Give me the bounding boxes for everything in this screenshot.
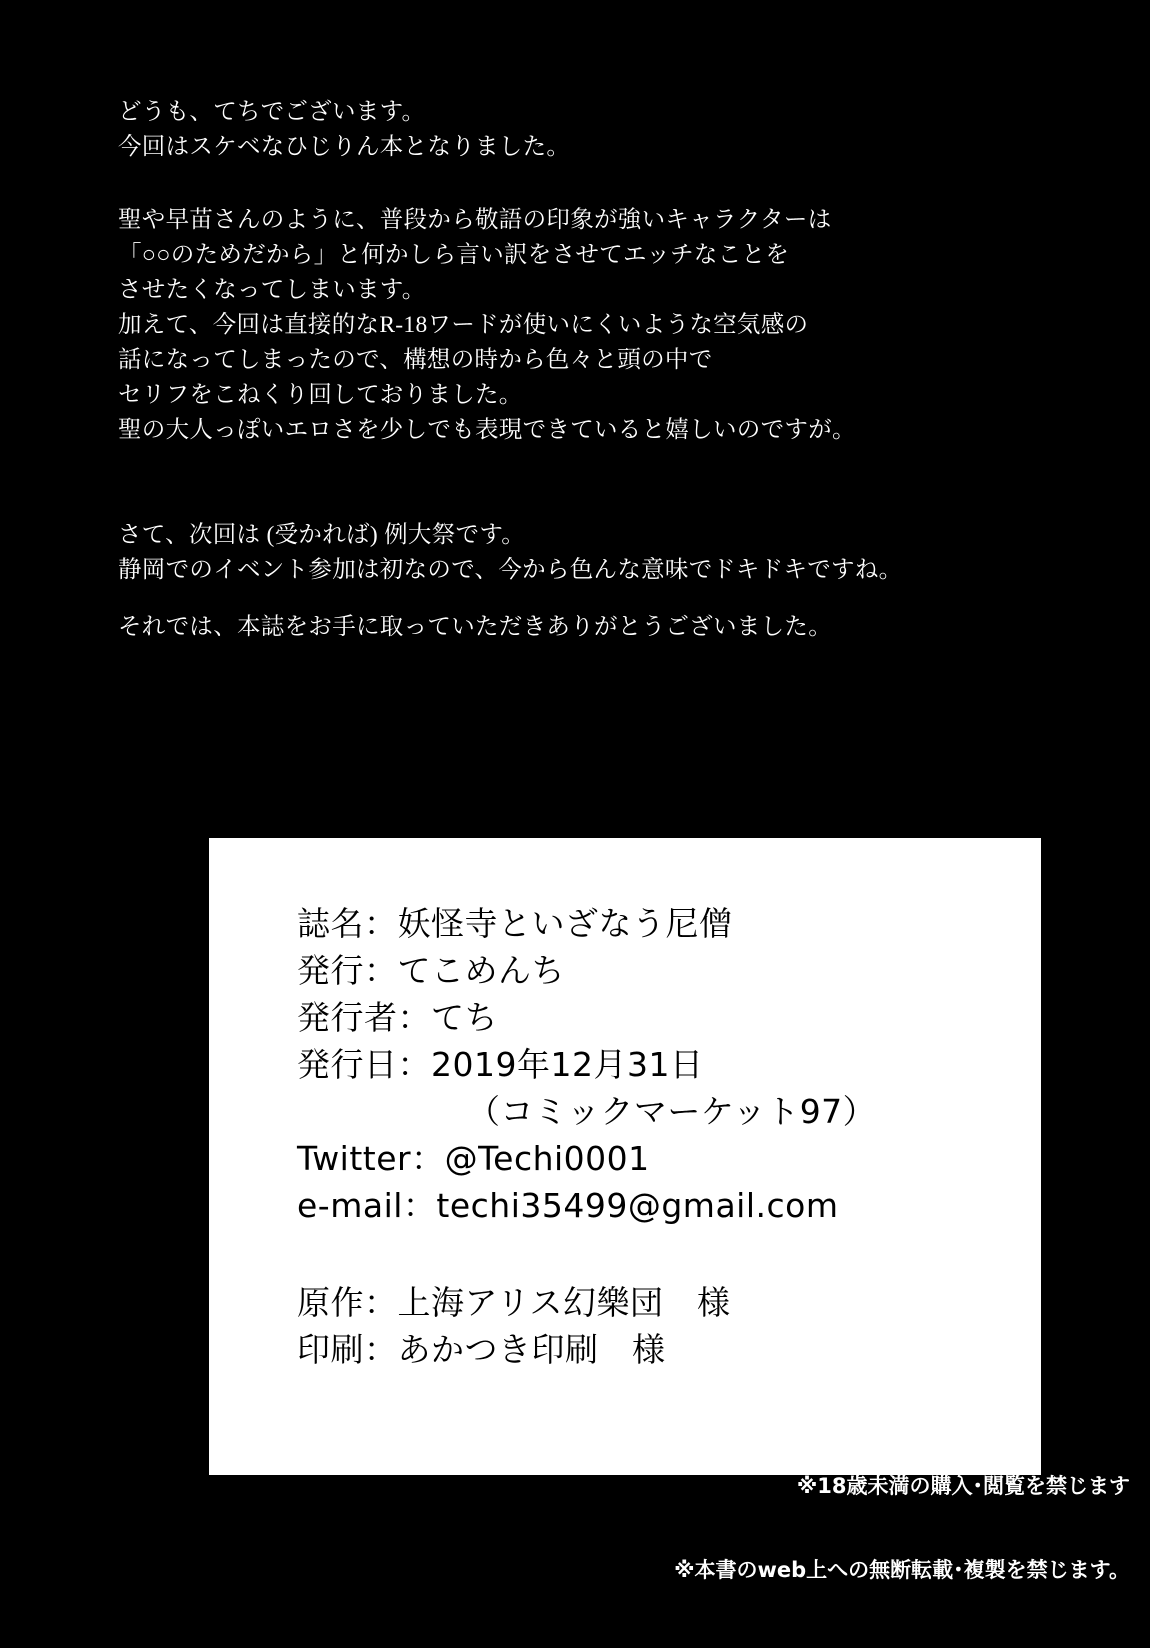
colophon-author: 発行者：てち <box>297 998 498 1037</box>
afterword-text <box>118 95 1058 645</box>
colophon-printer: 印刷：あかつき印刷 様 <box>297 1330 666 1369</box>
afterword-paragraph-4 <box>118 610 1058 645</box>
afterword-line: それでは、本誌をお手に取っていただきありがとうございました。 <box>118 614 832 640</box>
afterword-line: さて、次回は (受かれば) 例大祭です。 <box>118 522 526 548</box>
colophon-date: 発行日：2019年12月31日 <box>297 1045 704 1084</box>
afterword-line: 加えて、今回は直接的なR-18ワードが使いにくいような空気感の <box>118 312 809 338</box>
paragraph-gap <box>118 448 1058 518</box>
paragraph-gap <box>118 165 1058 203</box>
afterword-paragraph-3 <box>118 518 1058 588</box>
colophon-spacer <box>297 1229 1017 1279</box>
warning-line-reprint: ※本書のweb上への無断転載･複製を禁じます。 <box>674 1558 1130 1582</box>
colophon-panel <box>209 838 1041 1475</box>
paragraph-gap <box>118 588 1058 610</box>
afterword-line: セリフをこねくり回しておりました。 <box>118 382 523 408</box>
afterword-line: 聖や早苗さんのように、普段から敬語の印象が強いキャラクターは <box>118 207 832 233</box>
colophon-email: e-mail：techi35499@gmail.com <box>297 1186 839 1225</box>
colophon-event: （コミックマーケット97） <box>467 1092 877 1131</box>
afterword-line: 静岡でのイベント参加は初なので、今から色んな意味でドキドキですね。 <box>118 557 903 583</box>
afterword-line: 今回はスケベなひじりん本となりました。 <box>118 134 571 160</box>
afterword-line: 話になってしまったので、構想の時から色々と頭の中で <box>118 347 713 373</box>
colophon-original-work: 原作：上海アリス幻樂団 様 <box>297 1283 731 1322</box>
warning-line-age: ※18歳未満の購入･閲覧を禁じます <box>796 1474 1130 1498</box>
age-restriction-warning <box>674 1416 1130 1640</box>
afterword-paragraph-1 <box>118 95 1058 165</box>
afterword-line: 聖の大人っぽいエロさを少しでも表現できていると嬉しいのですが。 <box>118 417 856 443</box>
afterword-paragraph-2 <box>118 203 1058 448</box>
colophon-title: 誌名：妖怪寺といざなう尼僧 <box>297 904 733 943</box>
colophon-circle: 発行：てこめんち <box>297 951 565 990</box>
afterword-line: 「○○のためだから」と何かしら言い訳をさせてエッチなことを <box>118 242 790 268</box>
afterword-line: どうも、てちでございます。 <box>118 99 426 125</box>
colophon-twitter: Twitter：@Techi0001 <box>297 1139 650 1178</box>
afterword-line: させたくなってしまいます。 <box>118 277 426 303</box>
